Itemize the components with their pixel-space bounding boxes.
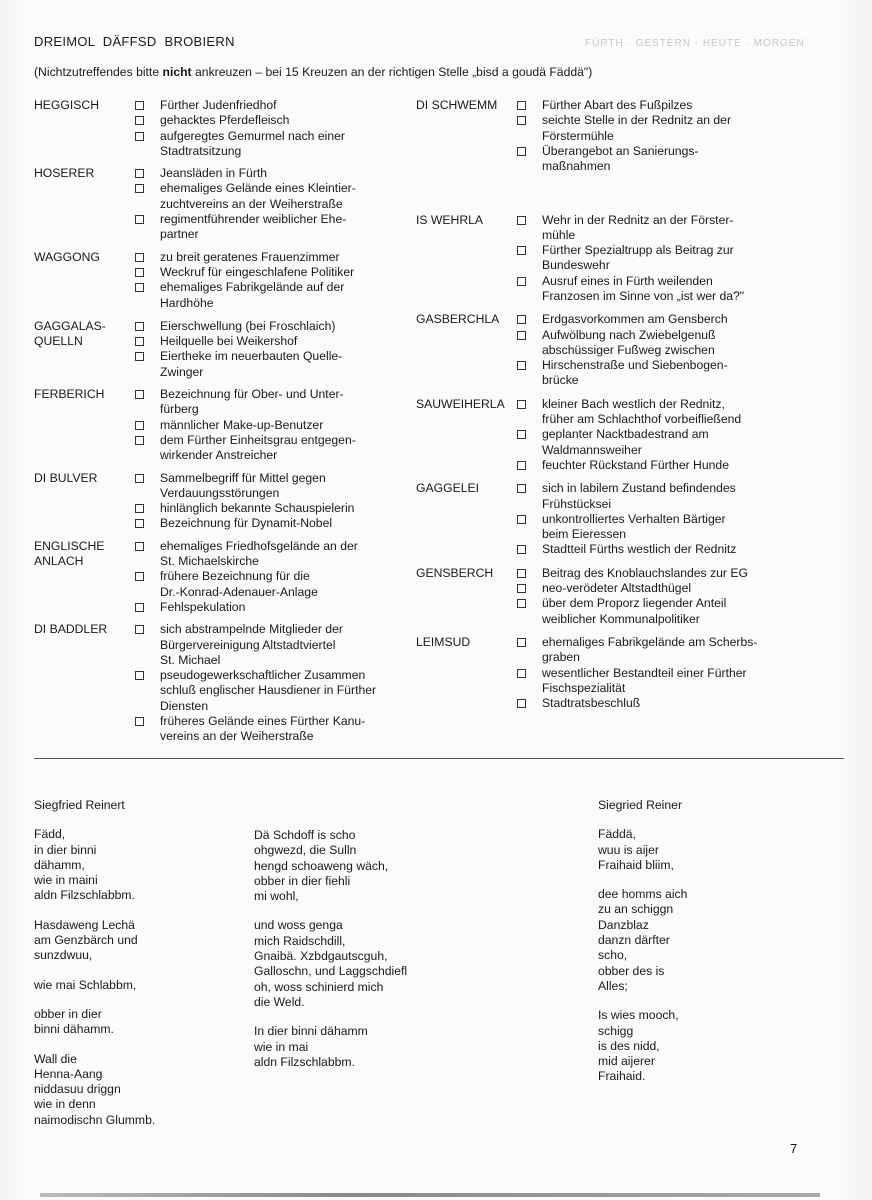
answer-text: ehemaliges Fabrikgelände auf der Hardhöhe <box>160 280 345 310</box>
dialect-word: GAGGELEI <box>416 481 479 496</box>
answer-checkbox[interactable] <box>517 669 526 678</box>
poem-stanza: Dä Schdoff is scho ohgwezd, die Sulln hengd schoaweng wäch, obber in dier fiehli mi wohl, <box>254 828 389 904</box>
answer-text: sich in labilem Zustand befindendes Frühstücksei <box>542 481 736 511</box>
dialect-word: GAGGALAS- QUELLN <box>34 318 106 349</box>
answer-text: Wehr in der Rednitz an der Förster- mühle <box>542 212 734 242</box>
answer-checkbox[interactable] <box>517 545 526 554</box>
answer-text: Eierschwellung (bei Froschlaich) <box>160 318 336 333</box>
poem-stanza: obber in dier binni dähamm. <box>34 1006 114 1037</box>
answer-checkbox[interactable] <box>135 101 144 110</box>
answer-checkbox[interactable] <box>135 215 144 224</box>
answer-text: Stadtratsbeschluß <box>542 696 641 711</box>
answer-checkbox[interactable] <box>135 625 144 634</box>
answer-text: Fürther Abart des Fußpilzes <box>542 98 693 112</box>
answer-text: Fürther Spezialtrupp als Beitrag zur Bundeswehr <box>542 243 734 273</box>
poem-stanza: Wall die Henna-Aang niddasuu driggn wie in denn naimodischn Glummb. <box>34 1051 156 1127</box>
dialect-word: DI SCHWEMM <box>416 98 498 112</box>
answer-checkbox[interactable] <box>135 603 144 612</box>
answer-checkbox[interactable] <box>135 390 144 399</box>
answer-checkbox[interactable] <box>135 169 144 178</box>
answer-text: pseudogewerkschaftlicher Zusammen schluß englischer Hausdiener in Fürther Diensten <box>160 668 377 713</box>
page-number: 7 <box>790 1141 798 1156</box>
answer-checkbox[interactable] <box>135 184 144 193</box>
quiz-instructions <box>34 65 592 79</box>
answer-text: über dem Proporz liegender Anteil weiblicher Kommunalpolitiker <box>542 596 727 626</box>
answer-checkbox[interactable] <box>517 484 526 493</box>
answer-checkbox[interactable] <box>517 315 526 324</box>
answer-checkbox[interactable] <box>517 361 526 370</box>
section-divider <box>34 758 844 759</box>
quiz-column-left <box>34 98 414 748</box>
answer-text: hinlänglich bekannte Schauspielerin <box>160 501 355 516</box>
answer-checkbox[interactable] <box>135 474 144 483</box>
answer-text: Jeansläden in Fürth <box>160 166 268 181</box>
answer-text: Fürther Judenfriedhof <box>160 98 277 112</box>
answer-text: neo-verödeter Altstadthügel <box>542 581 692 596</box>
answer-checkbox[interactable] <box>517 584 526 593</box>
poem-right <box>598 798 798 1099</box>
answer-text: Heilquelle bei Weikershof <box>160 334 298 349</box>
answer-text: männlicher Make-up-Benutzer <box>160 417 324 432</box>
answer-text: gehacktes Pferdefleisch <box>160 113 290 128</box>
poem-stanza: Fäddä, wuu is aijer Fraihaid bliim, <box>598 827 674 872</box>
answer-checkbox[interactable] <box>135 504 144 513</box>
answer-text: zu breit geratenes Frauenzimmer <box>160 249 340 264</box>
poem-stanza: und woss genga mich Raidschdill, Gnaibä. Xzbdgautscguh, Galloschn, und Laggschdiefl oh, woss schinierd mich die Weld. <box>254 918 408 1009</box>
answer-text: geplanter Nacktbadestrand am Waldmannsweiher <box>542 427 709 457</box>
answer-checkbox[interactable] <box>135 421 144 430</box>
answer-text: Erdgasvorkommen am Gensberch <box>542 312 728 327</box>
answer-text: kleiner Bach westlich der Rednitz, früher am Schlachthof vorbeifließend <box>542 396 742 427</box>
dialect-word: HOSERER <box>34 166 95 181</box>
answer-text: Beitrag des Knoblauchslandes zur EG <box>542 565 748 580</box>
poem-stanza: dee homms aich zu an schiggn Danzblaz danzn därfter scho, obber des is Alles; <box>598 887 688 993</box>
poem-stanza: Fädd, in dier binni dähamm, wie in maini aldn Filzschlabbm. <box>34 827 135 903</box>
answer-text: ehemaliges Gelände eines Kleintier- zuchtvereins an der Weiherstraße <box>160 181 356 211</box>
dialect-word: GENSBERCH <box>416 565 494 580</box>
scan-edge <box>40 1193 820 1197</box>
answer-checkbox[interactable] <box>517 569 526 578</box>
answer-text: Fehlspekulation <box>160 599 246 614</box>
answer-checkbox[interactable] <box>517 101 526 110</box>
answer-text: Eiertheke im neuerbauten Quelle- Zwinger <box>160 349 343 379</box>
page-title: DREIMOL DÄFFSD BROBIERN <box>34 34 235 49</box>
dialect-word: SAUWEIHERLA <box>416 396 505 411</box>
answer-text: unkontrolliertes Verhalten Bärtiger beim Eieressen <box>542 511 726 542</box>
poem-author: Siegried Reiner <box>598 798 683 812</box>
answer-checkbox[interactable] <box>517 400 526 409</box>
answer-checkbox[interactable] <box>135 352 144 361</box>
answer-checkbox[interactable] <box>135 283 144 292</box>
answer-text: Bezeichnung für Dynamit-Nobel <box>160 516 333 531</box>
answer-checkbox[interactable] <box>135 337 144 346</box>
answer-checkbox[interactable] <box>135 116 144 125</box>
answer-text: frühere Bezeichnung für die Dr.-Konrad-Adenauer-Anlage <box>160 569 318 599</box>
poem-author: Siegfried Reinert <box>34 798 125 812</box>
poem-stanza: In dier binni dähamm wie in mai aldn Filzschlabbm. <box>254 1024 368 1069</box>
poem-left <box>34 798 234 1142</box>
poem-middle <box>254 828 444 1084</box>
answer-checkbox[interactable] <box>135 572 144 581</box>
show-through-heading: FÜRTH · GESTERN · HEUTE · MORGEN <box>585 38 805 49</box>
answer-text: Hirschenstraße und Siebenbogen- brücke <box>542 358 728 388</box>
answer-checkbox[interactable] <box>135 717 144 726</box>
poem-stanza: Is wies mooch, schigg is des nidd, mid aijerer Fraihaid. <box>598 1008 679 1084</box>
dialect-word: IS WEHRLA <box>416 212 484 227</box>
poem-stanza: Hasdaweng Lechä am Genzbärch und sunzdwuu, <box>34 917 138 963</box>
answer-text: Sammelbegriff für Mittel gegen Verdauungsstörungen <box>160 470 326 500</box>
dialect-word: HEGGISCH <box>34 98 100 112</box>
answer-text: Aufwölbung nach Zwiebelgenuß abschüssiger Fußweg zwischen <box>542 327 716 357</box>
dialect-word: WAGGONG <box>34 249 100 264</box>
answer-checkbox[interactable] <box>517 216 526 225</box>
instructions-bold: nicht <box>162 65 192 79</box>
quiz-column-right <box>416 98 846 748</box>
answer-checkbox[interactable] <box>135 253 144 262</box>
answer-checkbox[interactable] <box>135 519 144 528</box>
dialect-word: LEIMSUD <box>416 635 471 649</box>
answer-checkbox[interactable] <box>135 542 144 551</box>
answer-checkbox[interactable] <box>517 277 526 286</box>
answer-checkbox[interactable] <box>517 246 526 255</box>
answer-checkbox[interactable] <box>517 430 526 439</box>
answer-text: dem Fürther Einheitsgrau entgegen- wirkender Anstreicher <box>160 432 356 463</box>
answer-checkbox[interactable] <box>517 147 526 156</box>
dialect-word: DI BADDLER <box>34 622 108 637</box>
answer-text: ehemaliges Fabrikgelände am Scherbs- graben <box>542 635 758 665</box>
answer-text: aufgeregtes Gemurmel nach einer Stadtratsitzung <box>160 128 345 158</box>
answer-text: ehemaliges Friedhofsgelände an der St. Michaelskirche <box>160 538 358 569</box>
instructions-post: ankreuzen – bei 15 Kreuzen an der richtigen Stelle „bisd a goudä Fäddä") <box>191 65 593 79</box>
dialect-word: FERBERICH <box>34 387 105 402</box>
poem-stanza: wie mai Schlabbm, <box>34 977 137 992</box>
answer-text: regimentführender weiblicher Ehe- partner <box>160 212 347 242</box>
instructions-pre: (Nichtzutreffendes bitte <box>34 65 163 79</box>
answer-checkbox[interactable] <box>517 331 526 340</box>
answer-text: Stadtteil Fürths westlich der Rednitz <box>542 542 737 557</box>
answer-checkbox[interactable] <box>517 638 526 647</box>
answer-text: Weckruf für eingeschlafene Politiker <box>160 264 355 279</box>
answer-text: früheres Gelände eines Fürther Kanu- vereins an der Weiherstraße <box>160 714 366 744</box>
answer-checkbox[interactable] <box>135 132 144 141</box>
answer-text: feuchter Rückstand Fürther Hunde <box>542 457 729 472</box>
answer-checkbox[interactable] <box>517 116 526 125</box>
dialect-word: GASBERCHLA <box>416 312 500 327</box>
answer-checkbox[interactable] <box>517 461 526 470</box>
dialect-word: DI BULVER <box>34 470 98 485</box>
answer-text: Ausruf eines in Fürth weilenden Franzosen im Sinne von „ist wer da?" <box>542 273 745 303</box>
answer-checkbox[interactable] <box>517 699 526 708</box>
answer-text: Bezeichnung für Ober- und Unter- fürberg <box>160 387 344 417</box>
answer-text: Überangebot an Sanierungs- maßnahmen <box>542 143 699 174</box>
answer-checkbox[interactable] <box>135 322 144 331</box>
answer-checkbox[interactable] <box>135 268 144 277</box>
answer-checkbox[interactable] <box>135 436 144 445</box>
dialect-word: ENGLISCHE ANLACH <box>34 538 105 569</box>
answer-checkbox[interactable] <box>517 599 526 608</box>
answer-text: seichte Stelle in der Rednitz an der Förstermühle <box>542 113 732 143</box>
answer-checkbox[interactable] <box>135 671 144 680</box>
answer-text: sich abstrampelnde Mitglieder der Bürgervereinigung Altstadtviertel St. Michael <box>160 622 343 667</box>
answer-checkbox[interactable] <box>517 515 526 524</box>
answer-text: wesentlicher Bestandteil einer Fürther Fischspezialität <box>542 665 747 695</box>
